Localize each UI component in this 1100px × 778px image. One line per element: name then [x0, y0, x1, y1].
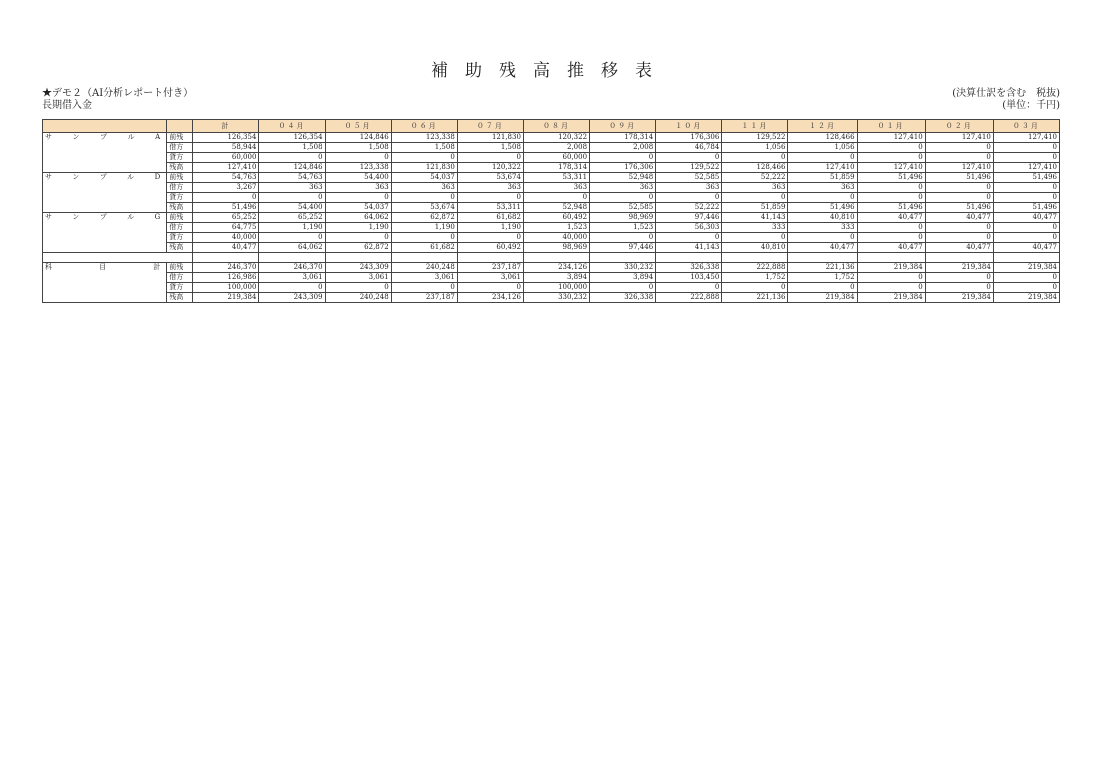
spacer-cell — [722, 253, 788, 263]
value-cell: 246,370 — [193, 263, 259, 273]
value-cell: 103,450 — [656, 273, 722, 283]
value-cell: 127,410 — [857, 163, 925, 173]
value-cell: 126,986 — [193, 273, 259, 283]
value-cell: 40,477 — [857, 213, 925, 223]
header-col: １１月 — [722, 120, 788, 133]
value-cell: 129,522 — [656, 163, 722, 173]
value-cell: 100,000 — [523, 283, 589, 293]
value-cell: 98,969 — [523, 243, 589, 253]
value-cell: 64,775 — [193, 223, 259, 233]
value-cell: 62,872 — [391, 213, 457, 223]
row-kind: 借方 — [167, 223, 193, 233]
value-cell: 363 — [457, 183, 523, 193]
value-cell: 0 — [857, 183, 925, 193]
value-cell: 221,136 — [722, 293, 788, 303]
value-cell: 98,969 — [590, 213, 656, 223]
value-cell: 0 — [656, 233, 722, 243]
header-col: １０月 — [656, 120, 722, 133]
value-cell: 0 — [925, 223, 993, 233]
value-cell: 53,674 — [391, 203, 457, 213]
value-cell: 127,410 — [993, 133, 1059, 143]
value-cell: 219,384 — [193, 293, 259, 303]
value-cell: 0 — [325, 153, 391, 163]
table-row — [43, 243, 1060, 253]
value-cell: 1,190 — [391, 223, 457, 233]
value-cell: 234,126 — [457, 293, 523, 303]
value-cell: 326,338 — [590, 293, 656, 303]
value-cell: 40,477 — [925, 243, 993, 253]
table-row — [43, 203, 1060, 213]
spacer-cell — [391, 253, 457, 263]
value-cell: 219,384 — [788, 293, 857, 303]
value-cell: 0 — [925, 233, 993, 243]
table-row — [43, 133, 1060, 143]
value-cell: 100,000 — [193, 283, 259, 293]
value-cell: 53,674 — [457, 173, 523, 183]
value-cell: 0 — [993, 273, 1059, 283]
value-cell: 0 — [722, 193, 788, 203]
value-cell: 0 — [590, 283, 656, 293]
header-col: １２月 — [788, 120, 857, 133]
value-cell: 0 — [457, 193, 523, 203]
value-cell: 127,410 — [925, 163, 993, 173]
value-cell: 1,523 — [523, 223, 589, 233]
header-col: ０３月 — [993, 120, 1059, 133]
value-cell: 128,466 — [722, 163, 788, 173]
table-row — [43, 193, 1060, 203]
value-cell: 1,056 — [788, 143, 857, 153]
value-cell: 176,306 — [656, 133, 722, 143]
value-cell: 54,763 — [259, 173, 325, 183]
row-kind: 貸方 — [167, 153, 193, 163]
value-cell: 65,252 — [193, 213, 259, 223]
row-kind: 残高 — [167, 203, 193, 213]
value-cell: 0 — [391, 153, 457, 163]
value-cell: 127,410 — [193, 163, 259, 173]
value-cell: 58,944 — [193, 143, 259, 153]
value-cell: 0 — [259, 153, 325, 163]
value-cell: 127,410 — [925, 133, 993, 143]
balance-table — [42, 119, 1060, 303]
spacer-cell — [788, 253, 857, 263]
value-cell: 0 — [857, 283, 925, 293]
value-cell: 0 — [925, 143, 993, 153]
value-cell: 52,948 — [523, 203, 589, 213]
value-cell: 0 — [925, 183, 993, 193]
value-cell: 3,061 — [259, 273, 325, 283]
value-cell: 219,384 — [925, 293, 993, 303]
value-cell: 0 — [590, 193, 656, 203]
empty-spacer-row — [43, 253, 1060, 263]
value-cell: 60,492 — [457, 243, 523, 253]
value-cell: 97,446 — [656, 213, 722, 223]
value-cell: 53,311 — [523, 173, 589, 183]
value-cell: 40,477 — [788, 243, 857, 253]
table-row — [43, 183, 1060, 193]
group-name: サンプルD — [45, 173, 165, 181]
value-cell: 0 — [457, 233, 523, 243]
value-cell: 120,322 — [457, 163, 523, 173]
row-kind: 前残 — [167, 173, 193, 183]
value-cell: 64,062 — [259, 243, 325, 253]
value-cell: 51,496 — [193, 203, 259, 213]
value-cell: 51,496 — [788, 203, 857, 213]
value-cell: 0 — [925, 273, 993, 283]
value-cell: 40,000 — [193, 233, 259, 243]
value-cell: 1,190 — [325, 223, 391, 233]
value-cell: 128,466 — [788, 133, 857, 143]
value-cell: 1,508 — [457, 143, 523, 153]
total-label-mid: 目 — [99, 263, 111, 271]
report-note: (決算仕訳を含む 税抜) — [952, 88, 1060, 99]
value-cell: 333 — [722, 223, 788, 233]
spacer-cell — [457, 253, 523, 263]
spacer-cell — [590, 253, 656, 263]
value-cell: 51,859 — [722, 203, 788, 213]
total-label-left: 科 — [45, 263, 56, 271]
value-cell: 52,585 — [656, 173, 722, 183]
value-cell: 363 — [590, 183, 656, 193]
total-row — [43, 283, 1060, 293]
value-cell: 0 — [259, 233, 325, 243]
report-header-left — [42, 88, 193, 112]
value-cell: 127,410 — [788, 163, 857, 173]
value-cell: 124,846 — [259, 163, 325, 173]
value-cell: 41,143 — [656, 243, 722, 253]
value-cell: 1,752 — [788, 273, 857, 283]
header-col: ０５月 — [325, 120, 391, 133]
report-header-right — [952, 88, 1060, 112]
value-cell: 2,008 — [590, 143, 656, 153]
value-cell: 0 — [259, 283, 325, 293]
value-cell: 97,446 — [590, 243, 656, 253]
header-blank-name — [43, 120, 167, 133]
value-cell: 0 — [391, 283, 457, 293]
value-cell: 54,037 — [391, 173, 457, 183]
value-cell: 0 — [788, 153, 857, 163]
row-kind: 前残 — [167, 263, 193, 273]
value-cell: 0 — [788, 283, 857, 293]
group-name-cell — [43, 173, 167, 213]
value-cell: 246,370 — [259, 263, 325, 273]
value-cell: 178,314 — [590, 133, 656, 143]
table-row — [43, 173, 1060, 183]
value-cell: 0 — [722, 233, 788, 243]
value-cell: 126,354 — [259, 133, 325, 143]
value-cell: 51,496 — [925, 203, 993, 213]
total-row — [43, 293, 1060, 303]
table-row — [43, 223, 1060, 233]
spacer-cell — [43, 253, 193, 263]
value-cell: 222,888 — [656, 293, 722, 303]
value-cell: 0 — [722, 153, 788, 163]
row-kind: 残高 — [167, 243, 193, 253]
value-cell: 0 — [457, 283, 523, 293]
value-cell: 40,477 — [993, 213, 1059, 223]
value-cell: 129,522 — [722, 133, 788, 143]
value-cell: 243,309 — [325, 263, 391, 273]
group-name-cell — [43, 133, 167, 173]
value-cell: 240,248 — [391, 263, 457, 273]
value-cell: 51,859 — [788, 173, 857, 183]
table-body — [43, 133, 1060, 303]
spacer-cell — [259, 253, 325, 263]
row-kind: 前残 — [167, 133, 193, 143]
spacer-cell — [993, 253, 1059, 263]
value-cell: 61,682 — [391, 243, 457, 253]
row-kind: 貸方 — [167, 283, 193, 293]
value-cell: 333 — [788, 223, 857, 233]
value-cell: 51,496 — [993, 203, 1059, 213]
value-cell: 54,400 — [325, 173, 391, 183]
value-cell: 121,830 — [457, 133, 523, 143]
value-cell: 219,384 — [925, 263, 993, 273]
value-cell: 0 — [857, 233, 925, 243]
value-cell: 41,143 — [722, 213, 788, 223]
value-cell: 0 — [993, 153, 1059, 163]
value-cell: 0 — [925, 283, 993, 293]
value-cell: 1,523 — [590, 223, 656, 233]
value-cell: 221,136 — [788, 263, 857, 273]
table-row — [43, 163, 1060, 173]
value-cell: 363 — [656, 183, 722, 193]
value-cell: 237,187 — [391, 293, 457, 303]
row-kind: 残高 — [167, 293, 193, 303]
header-blank-kind — [167, 120, 193, 133]
value-cell: 363 — [391, 183, 457, 193]
value-cell: 0 — [857, 143, 925, 153]
value-cell: 363 — [722, 183, 788, 193]
header-col: ０２月 — [925, 120, 993, 133]
value-cell: 52,585 — [590, 203, 656, 213]
value-cell: 0 — [788, 233, 857, 243]
value-cell: 3,894 — [523, 273, 589, 283]
value-cell: 3,267 — [193, 183, 259, 193]
value-cell: 330,232 — [590, 263, 656, 273]
row-kind: 借方 — [167, 273, 193, 283]
value-cell: 40,810 — [788, 213, 857, 223]
value-cell: 0 — [857, 153, 925, 163]
spacer-cell — [523, 253, 589, 263]
value-cell: 1,508 — [259, 143, 325, 153]
report-title: 補助残高推移表 — [431, 61, 669, 81]
value-cell: 0 — [523, 193, 589, 203]
unit-label: (単位：千円) — [1002, 100, 1060, 111]
account-name: 長期借入金 — [42, 100, 92, 111]
row-kind: 残高 — [167, 163, 193, 173]
value-cell: 3,894 — [590, 273, 656, 283]
value-cell: 176,306 — [590, 163, 656, 173]
total-label-right: 計 — [153, 263, 165, 271]
value-cell: 62,872 — [325, 243, 391, 253]
value-cell: 1,056 — [722, 143, 788, 153]
value-cell: 40,810 — [722, 243, 788, 253]
header-row — [43, 120, 1060, 133]
value-cell: 363 — [259, 183, 325, 193]
value-cell: 219,384 — [857, 293, 925, 303]
spacer-cell — [925, 253, 993, 263]
value-cell: 0 — [993, 223, 1059, 233]
group-name: サンプルG — [45, 213, 165, 221]
value-cell: 60,000 — [193, 153, 259, 163]
value-cell: 65,252 — [259, 213, 325, 223]
value-cell: 123,338 — [325, 163, 391, 173]
value-cell: 53,311 — [457, 203, 523, 213]
value-cell: 0 — [993, 283, 1059, 293]
header-col: ０４月 — [259, 120, 325, 133]
value-cell: 3,061 — [391, 273, 457, 283]
table-row — [43, 143, 1060, 153]
table-row — [43, 213, 1060, 223]
value-cell: 330,232 — [523, 293, 589, 303]
value-cell: 46,784 — [656, 143, 722, 153]
value-cell: 0 — [656, 153, 722, 163]
table-row — [43, 233, 1060, 243]
value-cell: 219,384 — [993, 293, 1059, 303]
value-cell: 40,477 — [993, 243, 1059, 253]
value-cell: 121,830 — [391, 163, 457, 173]
group-name: サンプルA — [45, 133, 165, 141]
value-cell: 40,477 — [925, 213, 993, 223]
group-name-cell — [43, 213, 167, 253]
row-kind: 貸方 — [167, 233, 193, 243]
value-cell: 0 — [993, 233, 1059, 243]
value-cell: 1,508 — [325, 143, 391, 153]
value-cell: 124,846 — [325, 133, 391, 143]
value-cell: 363 — [523, 183, 589, 193]
value-cell: 243,309 — [259, 293, 325, 303]
value-cell: 40,000 — [523, 233, 589, 243]
value-cell: 222,888 — [722, 263, 788, 273]
header-col: ０６月 — [391, 120, 457, 133]
spacer-cell — [325, 253, 391, 263]
header-col: ０８月 — [523, 120, 589, 133]
row-kind: 借方 — [167, 183, 193, 193]
value-cell: 40,477 — [857, 243, 925, 253]
value-cell: 0 — [857, 193, 925, 203]
value-cell: 54,037 — [325, 203, 391, 213]
value-cell: 219,384 — [993, 263, 1059, 273]
value-cell: 0 — [993, 143, 1059, 153]
row-kind: 前残 — [167, 213, 193, 223]
value-cell: 1,752 — [722, 273, 788, 283]
value-cell: 0 — [259, 193, 325, 203]
spacer-cell — [656, 253, 722, 263]
value-cell: 237,187 — [457, 263, 523, 273]
value-cell: 127,410 — [993, 163, 1059, 173]
value-cell: 60,000 — [523, 153, 589, 163]
value-cell: 0 — [457, 153, 523, 163]
value-cell: 0 — [925, 193, 993, 203]
value-cell: 0 — [656, 283, 722, 293]
table-row — [43, 153, 1060, 163]
spacer-cell — [857, 253, 925, 263]
row-kind: 貸方 — [167, 193, 193, 203]
value-cell: 0 — [391, 193, 457, 203]
value-cell: 0 — [788, 193, 857, 203]
value-cell: 0 — [590, 153, 656, 163]
total-row — [43, 263, 1060, 273]
value-cell: 51,496 — [993, 173, 1059, 183]
header-col: ０９月 — [590, 120, 656, 133]
value-cell: 0 — [391, 233, 457, 243]
value-cell: 0 — [325, 283, 391, 293]
value-cell: 0 — [993, 193, 1059, 203]
value-cell: 363 — [788, 183, 857, 193]
row-kind: 借方 — [167, 143, 193, 153]
value-cell: 61,682 — [457, 213, 523, 223]
value-cell: 0 — [590, 233, 656, 243]
value-cell: 126,354 — [193, 133, 259, 143]
value-cell: 52,222 — [722, 173, 788, 183]
value-cell: 51,496 — [925, 173, 993, 183]
value-cell: 219,384 — [857, 263, 925, 273]
header-col: ０７月 — [457, 120, 523, 133]
value-cell: 64,062 — [325, 213, 391, 223]
value-cell: 234,126 — [523, 263, 589, 273]
value-cell: 56,303 — [656, 223, 722, 233]
value-cell: 2,008 — [523, 143, 589, 153]
spacer-cell — [193, 253, 259, 263]
value-cell: 0 — [925, 153, 993, 163]
value-cell: 0 — [325, 193, 391, 203]
value-cell: 3,061 — [457, 273, 523, 283]
value-cell: 0 — [857, 223, 925, 233]
value-cell: 0 — [325, 233, 391, 243]
value-cell: 1,190 — [259, 223, 325, 233]
value-cell: 54,400 — [259, 203, 325, 213]
header-col: ０１月 — [857, 120, 925, 133]
value-cell: 0 — [722, 283, 788, 293]
header-col: 計 — [193, 120, 259, 133]
value-cell: 52,948 — [590, 173, 656, 183]
value-cell: 240,248 — [325, 293, 391, 303]
value-cell: 40,477 — [193, 243, 259, 253]
value-cell: 1,190 — [457, 223, 523, 233]
value-cell: 326,338 — [656, 263, 722, 273]
value-cell: 1,508 — [391, 143, 457, 153]
value-cell: 60,492 — [523, 213, 589, 223]
value-cell: 52,222 — [656, 203, 722, 213]
value-cell: 123,338 — [391, 133, 457, 143]
group-name-cell — [43, 263, 167, 303]
value-cell: 54,763 — [193, 173, 259, 183]
total-row — [43, 273, 1060, 283]
value-cell: 51,496 — [857, 173, 925, 183]
value-cell: 0 — [857, 273, 925, 283]
value-cell: 127,410 — [857, 133, 925, 143]
company-name: ★デモ２（AI分析レポート付き） — [42, 88, 194, 99]
value-cell: 0 — [993, 183, 1059, 193]
value-cell: 3,061 — [325, 273, 391, 283]
value-cell: 0 — [656, 193, 722, 203]
value-cell: 363 — [325, 183, 391, 193]
value-cell: 51,496 — [857, 203, 925, 213]
value-cell: 0 — [193, 193, 259, 203]
value-cell: 120,322 — [523, 133, 589, 143]
value-cell: 178,314 — [523, 163, 589, 173]
